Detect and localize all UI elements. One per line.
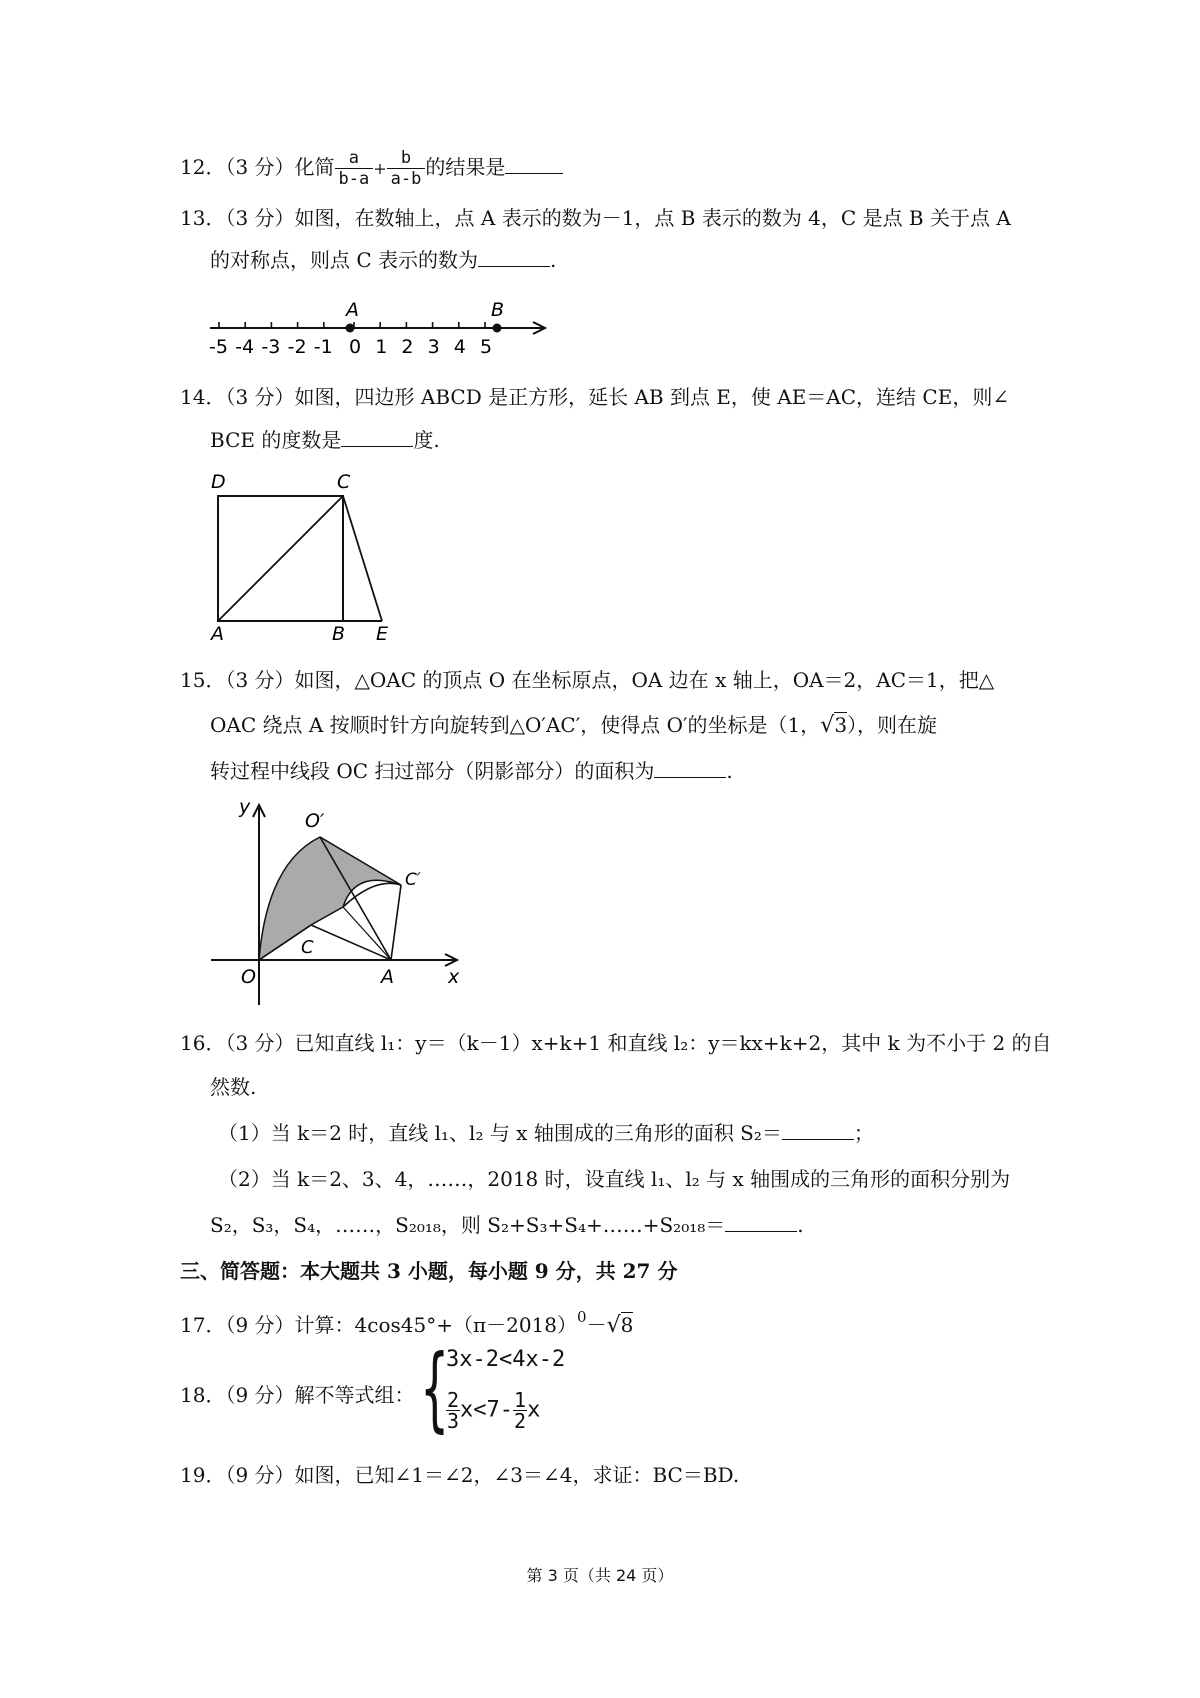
q12-fraction-2 (387, 148, 426, 189)
q17 (180, 1304, 633, 1339)
q13-line-1: 13．（3 分）如图，在数轴上，点 A 表示的数为－1，点 B 表示的数为 4，C 是点 B 关于点 A (180, 206, 1011, 230)
q15-line-2 (210, 712, 937, 739)
left-brace: { (420, 1335, 450, 1442)
inequality-2-mid: x<7- (460, 1397, 514, 1423)
label-c-prime: C′ (405, 870, 421, 890)
label-b: B (332, 623, 346, 640)
label-a: A (211, 623, 224, 640)
q17-sqrt-radicand: 8 (620, 1313, 634, 1337)
label-c: C (301, 937, 314, 958)
q16-line-2: 然数. (210, 1075, 257, 1099)
q15-line-2-end: ），则在旋 (847, 713, 938, 737)
q16-part-2: （2）当 k＝2、3、4，……，2018 时，设直线 l₁、l₂ 与 x 轴围成的三角形的面积分别为 (218, 1167, 1011, 1191)
label-y: y (239, 796, 251, 818)
square-figure (205, 470, 405, 640)
number-line-tick-label: 2 (401, 336, 414, 358)
q15-sqrt-radicand: 3 (834, 713, 848, 737)
number-line-tick-label: -5 (209, 336, 228, 358)
label-d: D (211, 471, 226, 493)
answer-blank (725, 1213, 797, 1232)
point-a-dot (346, 324, 355, 333)
label-e: E (376, 623, 389, 640)
q14-line-2 (210, 427, 440, 453)
q16-part-2-end: . (797, 1213, 804, 1237)
answer-blank (341, 428, 413, 447)
rotation-figure (205, 795, 470, 1010)
answer-blank (478, 248, 550, 267)
q19-text: 19．（9 分）如图，已知∠1＝∠2，∠3＝∠4，求证：BC＝BD. (180, 1463, 740, 1487)
q16-part-1 (218, 1120, 874, 1146)
point-b-dot (493, 324, 502, 333)
q14-end: 度. (413, 428, 440, 452)
number-line-tick-label: -2 (287, 336, 307, 358)
number-line-tick-label: 1 (375, 336, 388, 358)
segment-ca (311, 925, 391, 960)
q13-text: 的对称点，则点 C 表示的数为 (210, 248, 479, 272)
number-line-tick-label: 5 (480, 336, 493, 358)
q15-line-3 (210, 758, 733, 784)
segment-ce (343, 496, 382, 621)
q16-part-1-text: （1）当 k＝2 时，直线 l₁、l₂ 与 x 轴围成的三角形的面积 S₂＝ (218, 1121, 782, 1145)
q17-text: 17．（9 分）计算：4cos45°+（π－2018） (180, 1313, 578, 1337)
diagonal-ac (218, 496, 343, 621)
inequality-1: 3x-2<4x-2 (446, 1347, 566, 1372)
frac-numerator: 2 (447, 1388, 460, 1412)
frac-denominator: 2 (514, 1409, 527, 1433)
q15-line-1: 15．（3 分）如图，△OAC 的顶点 O 在坐标原点，OA 边在 x 轴上，OA＝2，AC＝1，把△ (180, 668, 995, 692)
answer-blank (505, 155, 563, 174)
frac-denominator: 3 (447, 1409, 460, 1433)
number-line-tick-label: 4 (453, 336, 466, 358)
answer-blank (782, 1121, 854, 1140)
label-o: O (241, 966, 256, 988)
q12-frac2-numerator: b (387, 148, 426, 169)
section-heading: 三、简答题：本大题共 3 小题，每小题 9 分，共 27 分 (180, 1259, 678, 1283)
q15-text-3: 转过程中线段 OC 扫过部分（阴影部分）的面积为 (210, 759, 655, 783)
label-c: C (337, 471, 351, 493)
number-line-tick-label: -1 (313, 336, 333, 358)
q13-end: . (550, 248, 557, 272)
frac-numerator: 1 (514, 1388, 527, 1412)
q12-prefix: 12．（3 分）化简 (180, 155, 335, 179)
q12-frac2-denominator: a-b (390, 169, 422, 189)
label-x: x (448, 966, 460, 988)
q14-text: BCE 的度数是 (210, 428, 342, 452)
answer-blank (654, 759, 726, 778)
q18-text: 18．（9 分）解不等式组： (180, 1383, 415, 1407)
inequality-2-fraction-2 (513, 1390, 527, 1431)
inequality-2-end: x (527, 1397, 541, 1423)
q12-suffix: 的结果是 (425, 155, 506, 179)
label-a: A (381, 966, 394, 988)
q16-part-1-end: ； (853, 1121, 874, 1145)
q16-line-1: 16．（3 分）已知直线 l₁：y＝（k－1）x+k+1 和直线 l₂：y＝kx+k+2，其中 k 为不小于 2 的自 (180, 1031, 1052, 1055)
number-line-tick-label: 3 (427, 336, 440, 358)
q12-frac1-numerator: a (335, 148, 374, 169)
number-line-tick-label: 0 (349, 336, 362, 358)
q17-exponent: 0 (577, 1308, 587, 1326)
q16-part-2-line-2 (210, 1212, 804, 1238)
segment-a-c-prime (391, 885, 401, 960)
q12 (180, 148, 563, 189)
q15-text: OAC 绕点 A 按顺时针方向旋转到△O′AC′，使得点 O′的坐标是（1， (210, 713, 821, 737)
q17-minus: － (586, 1313, 607, 1337)
number-line-tick-label: -4 (235, 336, 255, 358)
inequality-2 (446, 1390, 540, 1431)
point-b-label: B (491, 299, 505, 321)
segment-a-arc (343, 907, 391, 960)
q15-end: . (726, 759, 733, 783)
sqrt-symbol: √ (820, 713, 835, 738)
q12-frac1-denominator: b-a (338, 169, 370, 189)
page-footer: 第 3 页（共 24 页） (526, 1566, 674, 1585)
q16-part-2-text: S₂，S₃，S₄，……，S₂₀₁₈，则 S₂+S₃+S₄+……+S₂₀₁₈＝ (210, 1213, 726, 1237)
q12-plus: + (373, 159, 387, 178)
number-line-tick-label: -3 (261, 336, 281, 358)
inequality-system (420, 1335, 620, 1455)
inequality-2-fraction-1 (446, 1390, 460, 1431)
q12-fraction-1 (335, 148, 374, 189)
q13-line-2 (210, 247, 556, 273)
sqrt-symbol: √ (606, 1313, 621, 1338)
point-a-label: A (346, 299, 359, 321)
q14-line-1: 14．（3 分）如图，四边形 ABCD 是正方形，延长 AB 到点 E，使 AE＝AC，连结 CE，则∠ (180, 385, 1010, 409)
number-line-figure (205, 298, 555, 366)
label-o-prime: O′ (305, 810, 325, 832)
